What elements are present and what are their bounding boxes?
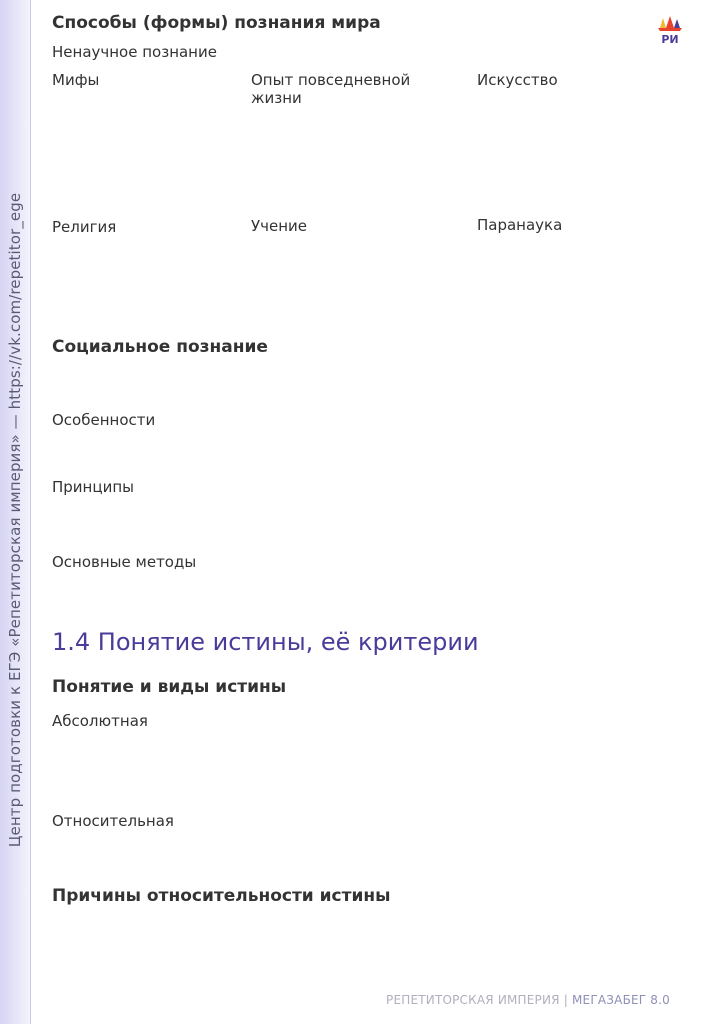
item-features: Особенности [52,411,156,429]
item-absolute: Абсолютная [52,712,148,730]
section1-title: Способы (формы) познания мира [52,13,381,33]
item-principles: Принципы [52,478,134,496]
chapter-title: 1.4 Понятие истины, её критерии [52,628,479,656]
footer-brand: РЕПЕТИТОРСКАЯ ИМПЕРИЯ [386,993,560,1007]
section4-title: Причины относительности истины [52,886,391,906]
item-paranauka: Паранаука [477,216,563,234]
item-everyday-experience: Опыт повседневной жизни [251,71,411,107]
footer-separator: | [563,993,568,1007]
item-main-methods: Основные методы [52,553,197,571]
section2-title: Социальное познание [52,337,268,357]
footer-event: МЕГАЗАБЕГ 8.0 [572,993,670,1007]
crown-logo-icon [655,14,685,48]
sidebar-caption: Центр подготовки к ЕГЭ «Репетиторская империя» — https://vk.com/repetitor_ege [6,192,24,848]
item-myths: Мифы [52,71,100,89]
item-art: Искусство [477,71,558,89]
logo-text: РИ [661,33,679,46]
section3-title: Понятие и виды истины [52,677,287,697]
section1-subtitle: Ненаучное познание [52,43,217,61]
item-teaching: Учение [251,217,308,235]
footer [386,993,670,1007]
item-relative: Относительная [52,812,174,830]
item-religion: Религия [52,218,117,236]
sidebar [0,0,31,1024]
